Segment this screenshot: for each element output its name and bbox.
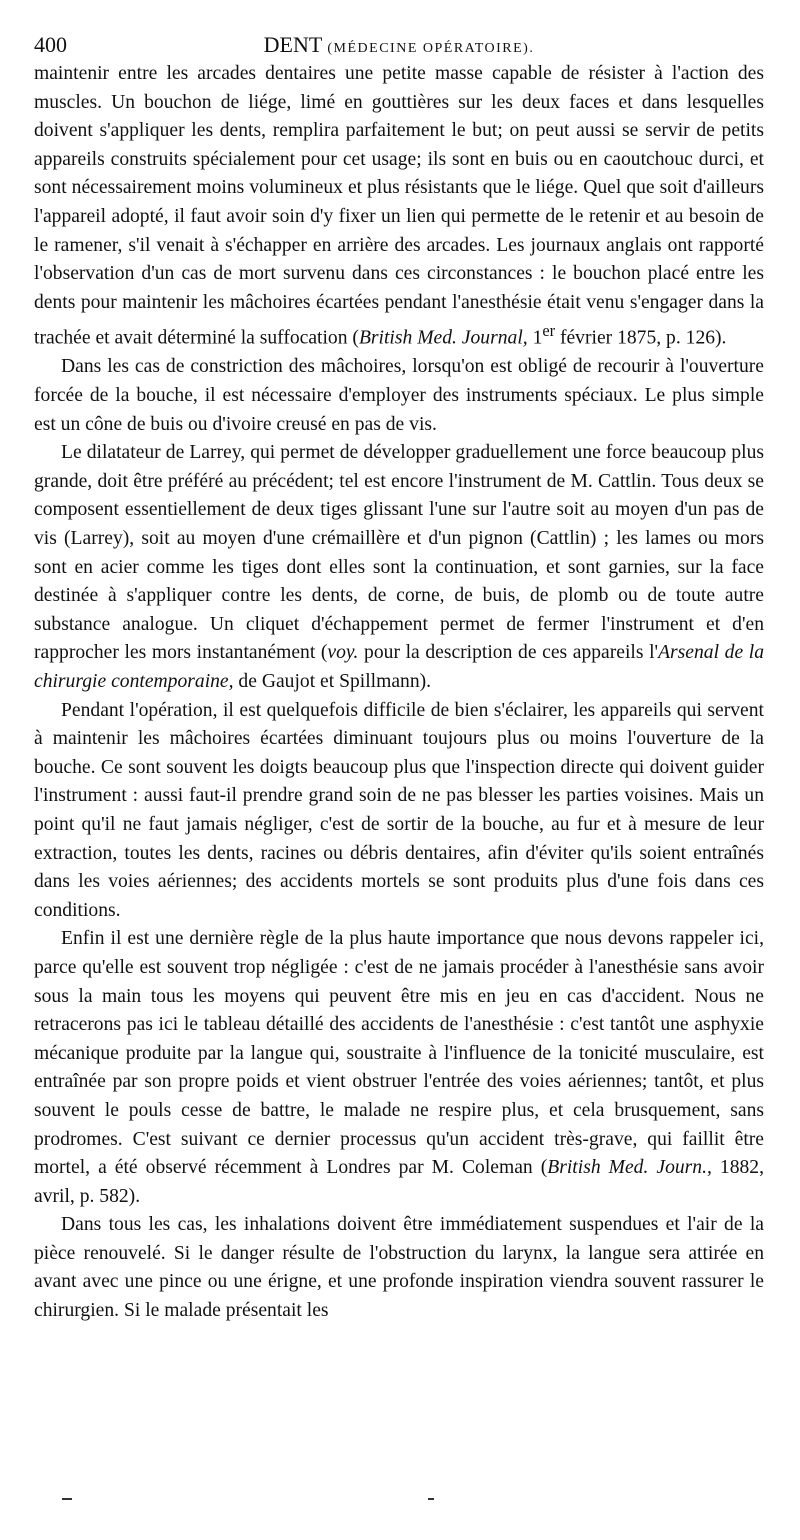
paragraph-continued (34, 60, 764, 353)
paragraph-text: pour la description de ces appareils l' (358, 642, 659, 664)
paragraph (34, 439, 764, 696)
paragraph-text: 1 (527, 327, 543, 349)
running-head-subtitle: (MÉDECINE OPÉRATOIRE). (327, 41, 535, 56)
abbreviation: voy. (327, 642, 359, 664)
paragraph-text: de Gaujot et Spillmann). (233, 671, 432, 692)
running-head (34, 30, 764, 64)
citation-title: Arsenal de la chirurgie contemporaine, (34, 642, 764, 692)
page-number: 400 (34, 32, 67, 57)
footer-mark (62, 1498, 72, 1500)
paragraph-text: Le dilatateur de Larrey, qui permet de développer graduellement une force beaucoup plus grande, doit être préféré au précédent; tel est encore l'instrument de M. Cattlin. Tous deux se composent essentiellement de deux tiges glissant l'une sur l'autre soit au moyen d'un pas de vis (Larrey), soit au moyen d'une crémaillère et d'un pignon (Cattlin) ; les lames ou mors sont en acier comme les tiges dont elles sont la continuation, et sont garnies, sur la face destinée à s'appliquer contre les dents, de corne, de buis, de plomb ou de toute autre substance analogue. Un cliquet d'échappement permet de fermer l'instrument et d'en rapprocher les mors instantanément ( (34, 442, 764, 664)
paragraph: Dans tous les cas, les inhalations doivent être immédiatement suspendues et l'air de la pièce renouvelé. Si le danger résulte de l'obstruction du larynx, la langue sera attirée en avant avec une pince ou une érigne, et une profonde inspiration viendra souvent rassurer le chirurgien. Si le malade présentait les (34, 1214, 764, 1322)
paragraph (34, 925, 764, 1211)
footer-mark (428, 1498, 434, 1500)
ordinal-superscript: er (542, 321, 556, 341)
paragraph-text: maintenir entre les arcades dentaires une petite masse capable de résister à l'action des muscles. Un bouchon de liége, limé en gouttières sur les deux faces et dans lesquelles doivent s'appliquer les dents, remplira parfaitement le but; on peut aussi se servir de petits appareils construits spécialement pour cet usage; ils sont en buis ou en caoutchouc durci, et sont nécessairement moins volumineux et plus résistants que le liége. Quel que soit d'ailleurs l'appareil adopté, il faut avoir soin d'y fixer un lien qui permette de le retenir et au besoin de le ramener, s'il venait à s'échapper en arrière des arcades. Les journaux anglais ont rapporté l'observation d'un cas de mort survenu dans ces circonstances : le bouchon placé entre les dents pour maintenir les mâchoires écartées pendant l'anesthésie était venu s'engager dans la trachée et avait déterminé la suffocation ( (34, 63, 764, 349)
body-text (34, 60, 764, 1326)
citation-title: British Med. Journ., (547, 1157, 712, 1179)
citation-title: British Med. Journal, (358, 327, 528, 349)
paragraph: Pendant l'opération, il est quelquefois difficile de bien s'éclairer, les appareils qui servent à maintenir les mâchoires écartées diminuant toujours plus ou moins l'ouverture de la bouche. Ce sont souvent les doigts beaucoup plus que l'inspection directe qui doivent guider l'instrument : aussi faut-il prendre grand soin de ne pas blesser les parties voisines. Mais un point qu'il ne faut jamais négliger, c'est de sortir de la bouche, au fur et à mesure de leur extraction, toutes les dents, racines ou débris dentaires, afin d'éviter qu'ils soient entraînés dans les voies aériennes; des accidents mortels se sont produits plus d'une fois dans ces conditions. (34, 699, 764, 921)
page-header (34, 30, 764, 60)
paragraph-text: février 1875, p. 126). (555, 327, 727, 349)
paragraph-text: 1882, avril, p. 582). (34, 1157, 764, 1207)
paragraph: Dans les cas de constriction des mâchoires, lorsqu'on est obligé de recourir à l'ouverture forcée de la bouche, il est nécessaire d'employer des instruments spéciaux. Le plus simple est un cône de buis ou d'ivoire creusé en pas de vis. (34, 356, 764, 435)
paragraph-text: Enfin il est une dernière règle de la plus haute importance que nous devons rappeler ici, parce qu'elle est souvent trop négligée : c'est de ne jamais procéder à l'anesthésie sans avoir sous la main tous les moyens qui peuvent être mis en jeu en cas d'accident. Nous ne retracerons pas ici le tableau détaillé des accidents de l'anesthésie : c'est tantôt une asphyxie mécanique produite par la langue qui, soustraite à l'influence de la tonicité musculaire, est entraînée par son propre poids et vient obstruer l'entrée des voies aériennes; tantôt, et plus souvent le pouls cesse de battre, le malade ne respire plus, et cela brusquement, sans prodromes. C'est suivant ce dernier processus qu'un accident très-grave, qui faillit être mortel, a été observé récemment à Londres par M. Coleman ( (34, 928, 764, 1179)
running-head-title: DENT (263, 32, 322, 57)
